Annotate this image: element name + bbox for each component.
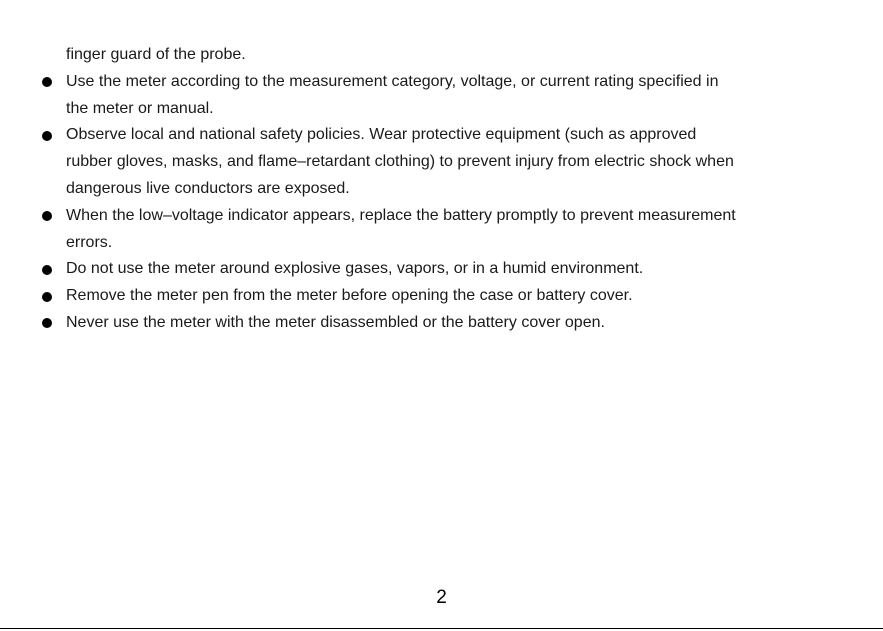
bullet-icon <box>42 292 52 302</box>
line-text: the meter or manual. <box>66 99 214 117</box>
line-text: rubber gloves, masks, and flame–retardant clothing) to prevent injury from electric shock when <box>66 153 734 171</box>
page-number: 2 <box>436 587 447 608</box>
continuation-line <box>0 96 883 123</box>
line-text: Do not use the meter around explosive gases, vapors, or in a humid environment. <box>66 260 644 278</box>
bullet-item-line <box>0 69 883 96</box>
continuation-line <box>0 176 883 203</box>
bullet-icon <box>42 131 52 141</box>
bottom-divider <box>0 628 883 629</box>
bullet-icon <box>42 211 52 221</box>
line-text: dangerous live conductors are exposed. <box>66 179 350 197</box>
line-text: Remove the meter pen from the meter before opening the case or battery cover. <box>66 287 633 305</box>
line-text: When the low–voltage indicator appears, replace the battery promptly to prevent measurement <box>66 206 736 224</box>
line-text: Never use the meter with the meter disassembled or the battery cover open. <box>66 313 605 331</box>
bullet-item-line <box>0 283 883 310</box>
line-text: finger guard of the probe. <box>66 46 246 63</box>
bullet-icon <box>42 318 52 328</box>
bullet-icon <box>42 265 52 275</box>
bullet-icon <box>42 77 52 87</box>
continuation-line <box>0 42 883 69</box>
line-text: Observe local and national safety policies. Wear protective equipment (such as approved <box>66 126 697 144</box>
line-text: errors. <box>66 233 113 251</box>
bullet-item-line <box>0 122 883 149</box>
safety-instructions-text <box>0 42 883 337</box>
continuation-line <box>0 230 883 257</box>
continuation-line <box>0 149 883 176</box>
line-text: Use the meter according to the measurement category, voltage, or current rating specified in <box>66 72 719 90</box>
bullet-item-line <box>0 256 883 283</box>
bullet-item-line <box>0 203 883 230</box>
bullet-item-line <box>0 310 883 337</box>
